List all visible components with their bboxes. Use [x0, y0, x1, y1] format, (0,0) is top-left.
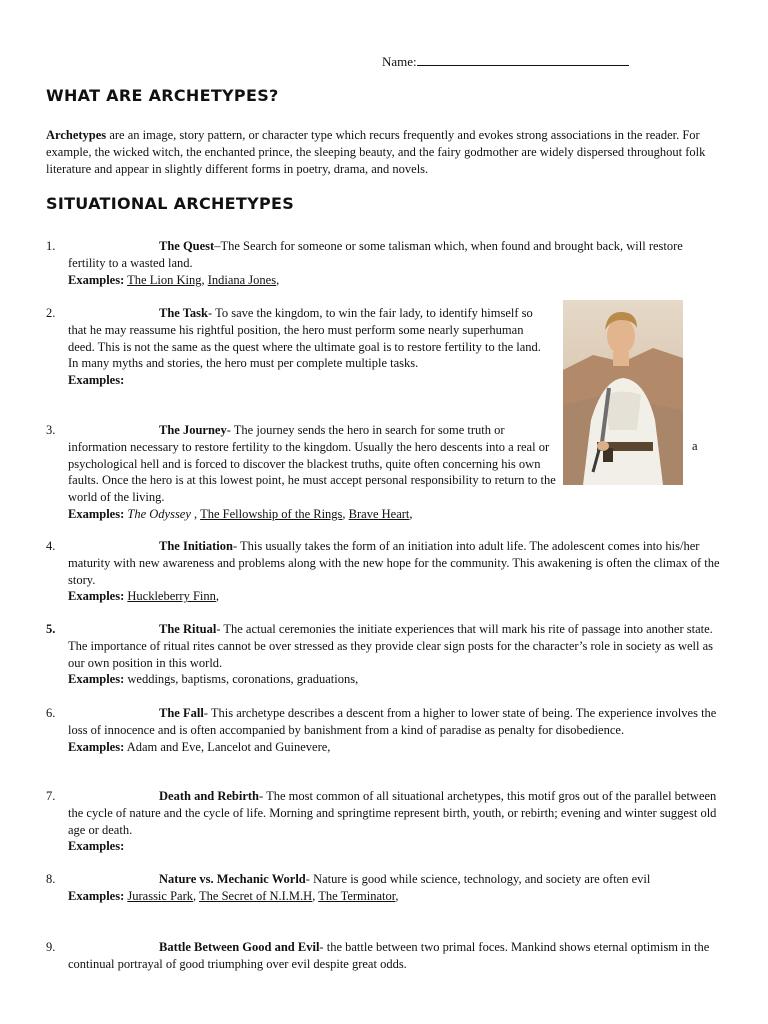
section-title: SITUATIONAL ARCHETYPES [46, 194, 295, 213]
item-title: The Initiation [159, 539, 233, 553]
item-title: The Ritual [159, 622, 217, 636]
item-number: 4. [46, 539, 56, 553]
example-link[interactable]: Huckleberry Finn [127, 589, 216, 604]
luke-skywalker-photo-icon [563, 300, 683, 485]
item-description: This usually takes the form of an initiation into adult life. The adolescent comes into his/her maturity with new awareness and problems along with the new hope for the community. This awakening is often the climax of the story. [68, 539, 720, 587]
list-item: 1. The Quest–The Search for someone or some talisman which, when found and brought back, will restore fertility to a wasted land. Examples: The Lion King, Indiana Jones, [46, 239, 683, 287]
item-examples: Examples: Jurassic Park, The Secret of N.I.M.H, The Terminator, [68, 888, 399, 903]
example-link[interactable]: Brave Heart [348, 506, 410, 521]
item-description: Nature is good while science, technology, and society are often evil [313, 872, 651, 886]
page-title: WHAT ARE ARCHETYPES? [46, 86, 279, 105]
item-description: This archetype describes a descent from a higher to lower state of being. The experience involves the loss of innocence and is often accompanied by banishment from a kind of paradise as penalty for disobedience. [68, 706, 717, 737]
item-number: 3. [46, 423, 56, 437]
item-title: Battle Between Good and Evil [159, 940, 320, 954]
item-description: To save the kingdom, to win the fair lady, to identify himself so that he may reassume his rightful position, the hero must perform some nearly superhuman deed. This is not the same as the quest where the ultimate goal is to restore fertility to the land. In many myths and stories, the hero must per complete multiple tasks. [68, 306, 541, 371]
name-field [382, 52, 629, 70]
item-examples: Examples: Adam and Eve, Lancelot and Guinevere, [68, 739, 331, 754]
item-description: The journey sends the hero in search for some truth or information necessary to restore fertility to the kingdom. Usually the hero descents into a real or psychological hell and is forced to discover the blackest truths, quite often concerning his own faults. Once the hero is at this lowest point, he must accept personal responsibility to return to the world of the living. [68, 423, 556, 505]
example-link[interactable]: Jurassic Park [127, 888, 193, 903]
item-description: The Search for someone or some talisman which, when found and brought back, will restore fertility to a wasted land. [68, 239, 683, 270]
list-item: 2. The Task- To save the kingdom, to win the fair lady, to identify himself so that he may reassume his rightful position, the hero must perform some nearly superhuman deed. This is not the same as the quest where the ultimate goal is to restore fertility to the land. In many myths and stories, the hero must per complete multiple tasks. Examples: [46, 306, 541, 388]
list-item: 6. The Fall- This archetype describes a descent from a higher to lower state of being. The experience involves the loss of innocence and is often accompanied by banishment from a kind of paradise as penalty for disobedience. Examples: Adam and Eve, Lancelot and Guinevere, [46, 706, 717, 754]
item-number: 7. [46, 789, 56, 803]
item-title: The Task [159, 306, 208, 320]
item-title: The Quest [159, 239, 215, 253]
stray-character: a [692, 439, 698, 453]
example-link[interactable]: The Secret of N.I.M.H [199, 888, 313, 903]
example-link[interactable]: The Fellowship of the Rings [200, 506, 343, 521]
item-description: the battle between two primal foces. Mankind shows eternal optimism in the continual portrayal of good triumphing over evil despite great odds. [68, 940, 710, 971]
item-number: 2. [46, 306, 56, 320]
list-item: 8. Nature vs. Mechanic World- Nature is good while science, technology, and society are often evil Examples: Jurassic Park, The Secret of N.I.M.H, The Terminator, [46, 872, 651, 903]
item-examples: Examples: Huckleberry Finn, [68, 589, 220, 604]
list-item: 9. Battle Between Good and Evil- the battle between two primal foces. Mankind shows eternal optimism in the continual portrayal of good triumphing over evil despite great odds. [46, 940, 710, 971]
item-title: The Journey [159, 423, 227, 437]
item-number: 9. [46, 940, 56, 954]
item-examples: Examples: The Odyssey , The Fellowship of the Rings, Brave Heart, [68, 506, 413, 521]
item-description: The actual ceremonies the initiate experiences that will mark his rite of passage into another state. The importance of ritual rites cannot be over stressed as they provide clear sign posts for the character’s role in society as well as our own position in this world. [68, 622, 714, 670]
item-title: Death and Rebirth [159, 789, 260, 803]
list-item: 5. The Ritual- The actual ceremonies the initiate experiences that will mark his rite of passage into another state. The importance of ritual rites cannot be over stressed as they provide clear sign posts for the character’s role in society as well as our own position in this world. Examples: weddings, baptisms, coronations, graduations, [46, 622, 714, 687]
item-title: The Fall [159, 706, 204, 720]
item-number: 8. [46, 872, 56, 886]
item-title: Nature vs. Mechanic World [159, 872, 306, 886]
item-number: 5. [46, 622, 56, 636]
item-examples: Examples: [68, 839, 125, 854]
example-link[interactable]: The Lion King [127, 272, 202, 287]
intro-paragraph [46, 127, 716, 178]
list-item: 7. Death and Rebirth- The most common of all situational archetypes, this motif gros out of the parallel between the cycle of nature and the cycle of life. Morning and springtime represent birth, youth, or rebirth; evening and winter suggest old age or death. Examples: [46, 789, 717, 854]
intro-text: are an image, story pattern, or character type which recurs frequently and evokes strong associations in the reader. For example, the wicked witch, the enchanted prince, the sleeping beauty, and the fairy godmother are widely dispersed throughout folk literature and appear in slightly different forms in poetry, drama, and novels. [46, 128, 706, 176]
item-examples: Examples: weddings, baptisms, coronations, graduations, [68, 672, 359, 687]
intro-term: Archetypes [46, 128, 107, 142]
item-number: 6. [46, 706, 56, 720]
name-label: Name: [382, 54, 417, 69]
item-examples: Examples: [68, 373, 125, 388]
item-examples: Examples: The Lion King, Indiana Jones, [68, 272, 280, 287]
item-description: The most common of all situational archetypes, this motif gros out of the parallel between the cycle of nature and the cycle of life. Morning and springtime represent birth, youth, or rebirth; evening and winter suggest old age or death. [68, 789, 717, 837]
example-title: The Odyssey [127, 506, 191, 521]
item-number: 1. [46, 239, 56, 253]
list-item: 3. The Journey- The journey sends the hero in search for some truth or information necessary to restore fertility to the kingdom. Usually the hero descents into a real or psychological hell and is forced to discover the blackest truths, quite often concerning his own faults. Once the hero is at this lowest point, he must accept personal responsibility to return to the world of the living. Examples: The Odyssey , The Fellowship of the Rings, Brave Heart, [46, 423, 556, 521]
example-link[interactable]: Indiana Jones [207, 272, 277, 287]
example-link[interactable]: The Terminator [318, 888, 396, 903]
list-item: 4. The Initiation- This usually takes the form of an initiation into adult life. The adolescent comes into his/her maturity with new awareness and problems along with the new hope for the community. This awakening is often the climax of the story. Examples: Huckleberry Finn, [46, 539, 720, 604]
name-blank-line[interactable] [417, 52, 629, 66]
